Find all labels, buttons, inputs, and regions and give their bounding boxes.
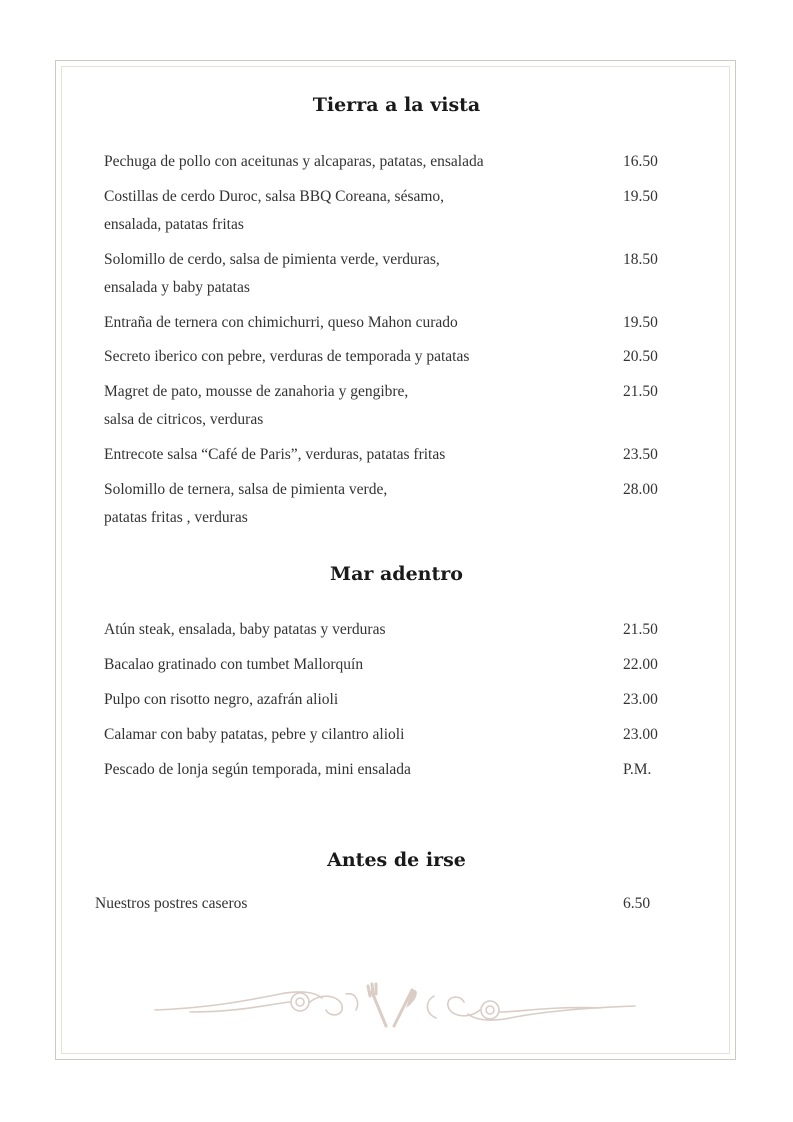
menu-item xyxy=(104,476,704,532)
item-price: 23.50 xyxy=(623,446,658,463)
item-price: 22.00 xyxy=(623,656,658,673)
item-description-line2: ensalada y baby patatas xyxy=(104,279,250,296)
menu-item xyxy=(104,616,704,644)
item-description: Solomillo de ternera, salsa de pimienta verde, xyxy=(104,481,388,498)
item-price: 19.50 xyxy=(623,188,658,205)
item-description: Nuestros postres caseros xyxy=(95,895,248,912)
menu-item xyxy=(104,343,704,371)
menu-item xyxy=(104,756,704,784)
section-title-antes: Antes de irse xyxy=(327,849,466,871)
item-price: 20.50 xyxy=(623,348,658,365)
menu-item xyxy=(104,651,704,679)
item-description: Pescado de lonja según temporada, mini ensalada xyxy=(104,761,411,778)
item-price: P.M. xyxy=(623,761,652,778)
menu-item xyxy=(95,890,695,918)
item-description: Pulpo con risotto negro, azafrán alioli xyxy=(104,691,339,708)
item-description: Entrecote salsa “Café de Paris”, verduras, patatas fritas xyxy=(104,446,446,463)
item-description: Costillas de cerdo Duroc, salsa BBQ Coreana, sésamo, xyxy=(104,188,445,205)
item-price: 23.00 xyxy=(623,691,658,708)
item-description: Pechuga de pollo con aceitunas y alcaparas, patatas, ensalada xyxy=(104,153,484,170)
item-description-line2: salsa de citricos, verduras xyxy=(104,411,264,428)
item-price: 19.50 xyxy=(623,314,658,331)
item-description: Solomillo de cerdo, salsa de pimienta verde, verduras, xyxy=(104,251,440,268)
fork-knife-flourish-icon xyxy=(150,982,640,1032)
section-title-mar: Mar adentro xyxy=(330,563,463,585)
item-description: Entraña de ternera con chimichurri, queso Mahon curado xyxy=(104,314,458,331)
item-description: Bacalao gratinado con tumbet Mallorquín xyxy=(104,656,364,673)
menu-item xyxy=(104,183,704,239)
item-price: 6.50 xyxy=(623,895,651,912)
section-title-tierra: Tierra a la vista xyxy=(312,94,481,116)
item-price: 23.00 xyxy=(623,726,658,743)
menu-item xyxy=(104,246,704,302)
item-description: Calamar con baby patatas, pebre y cilantro alioli xyxy=(104,726,405,743)
item-description-line2: patatas fritas , verduras xyxy=(104,509,248,526)
item-price: 28.00 xyxy=(623,481,658,498)
menu-item xyxy=(104,441,704,469)
menu-item xyxy=(104,378,704,434)
item-price: 21.50 xyxy=(623,621,658,638)
menu-item xyxy=(104,309,704,337)
menu-item xyxy=(104,148,704,176)
item-price: 16.50 xyxy=(623,153,658,170)
item-description-line2: ensalada, patatas fritas xyxy=(104,216,244,233)
item-description: Secreto iberico con pebre, verduras de temporada y patatas xyxy=(104,348,470,365)
item-description: Magret de pato, mousse de zanahoria y gengibre, xyxy=(104,383,409,400)
menu-item xyxy=(104,686,704,714)
item-description: Atún steak, ensalada, baby patatas y verduras xyxy=(104,621,386,638)
menu-item xyxy=(104,721,704,749)
item-price: 18.50 xyxy=(623,251,658,268)
item-price: 21.50 xyxy=(623,383,658,400)
